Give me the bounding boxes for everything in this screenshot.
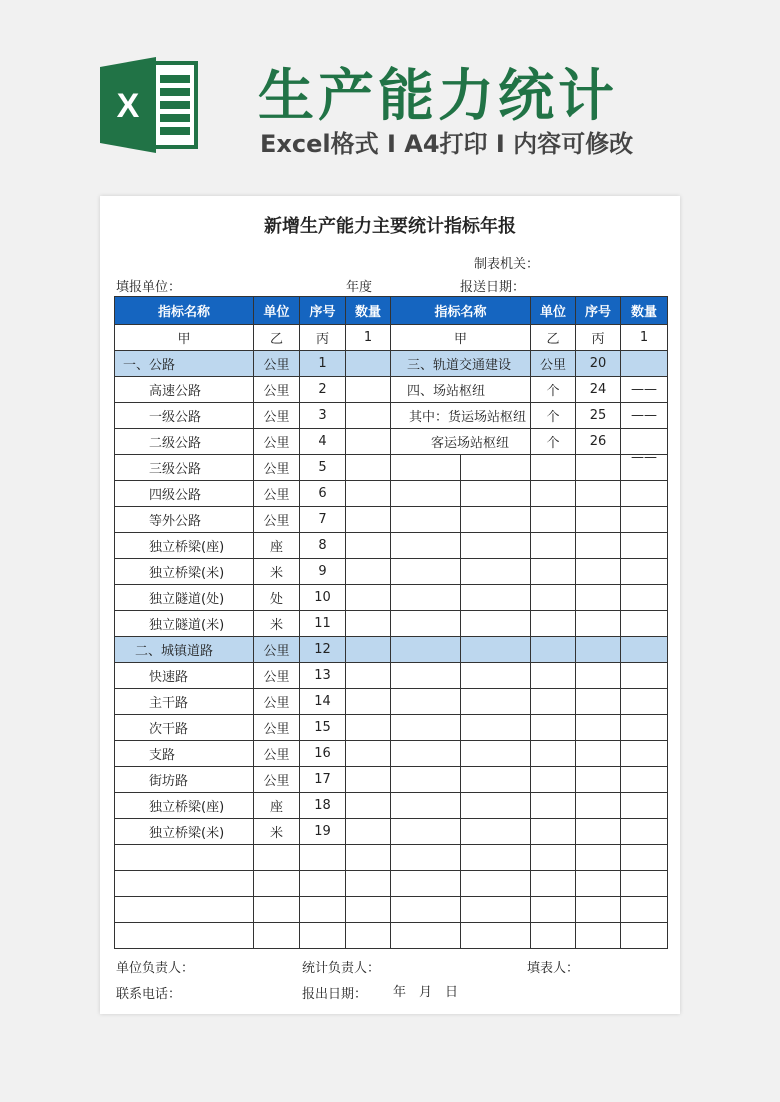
seq-cell: 19 [300, 819, 346, 845]
indicator-name: 三级公路 [115, 455, 254, 481]
empty-cell[interactable] [576, 507, 621, 533]
column-header: 序号 [300, 297, 346, 325]
quantity-input[interactable] [346, 507, 391, 533]
empty-cell[interactable] [531, 923, 576, 949]
empty-cell[interactable] [621, 819, 668, 845]
table-row [115, 689, 668, 715]
indicator-name: 四级公路 [115, 481, 254, 507]
table-row [115, 533, 668, 559]
empty-cell[interactable] [576, 793, 621, 819]
unit-cell: 米 [254, 611, 300, 637]
unit-cell: 处 [254, 585, 300, 611]
seq-cell: 16 [300, 741, 346, 767]
empty-cell[interactable] [461, 715, 531, 741]
empty-cell[interactable] [115, 897, 254, 923]
empty-cell[interactable] [461, 507, 531, 533]
empty-cell[interactable] [621, 637, 668, 663]
empty-cell[interactable] [461, 663, 531, 689]
indicator-name: 独立隧道(米) [115, 611, 254, 637]
empty-cell[interactable] [461, 585, 531, 611]
report-date-label: 报出日期： [302, 987, 368, 1002]
indicator-name: 街坊路 [115, 767, 254, 793]
code-cell: 乙 [254, 325, 300, 351]
empty-cell[interactable] [621, 663, 668, 689]
fill-unit-label: 填报单位： [116, 280, 182, 295]
table-row [115, 897, 668, 923]
unit-cell: 公里 [531, 351, 576, 377]
empty-cell[interactable] [461, 689, 531, 715]
table-row [115, 741, 668, 767]
column-header: 指标名称 [391, 297, 531, 325]
table-row [115, 611, 668, 637]
code-cell: 丙 [576, 325, 621, 351]
seq-cell: 12 [300, 637, 346, 663]
empty-cell[interactable] [531, 507, 576, 533]
seq-cell: 7 [300, 507, 346, 533]
unit-cell: 米 [254, 559, 300, 585]
empty-cell[interactable] [576, 585, 621, 611]
empty-cell[interactable] [461, 819, 531, 845]
table-row [115, 585, 668, 611]
seq-cell: 14 [300, 689, 346, 715]
indicator-name: 快速路 [115, 663, 254, 689]
code-cell: 甲 [115, 325, 254, 351]
empty-cell[interactable] [461, 871, 531, 897]
empty-cell[interactable] [531, 715, 576, 741]
empty-cell[interactable] [576, 611, 621, 637]
empty-cell[interactable] [576, 533, 621, 559]
table-row [115, 377, 668, 403]
empty-cell[interactable] [115, 871, 254, 897]
empty-cell[interactable] [391, 507, 461, 533]
quantity-input[interactable] [346, 533, 391, 559]
empty-cell[interactable] [576, 637, 621, 663]
empty-cell[interactable] [621, 897, 668, 923]
unit-cell: 个 [531, 377, 576, 403]
empty-cell[interactable] [391, 897, 461, 923]
table-row [115, 455, 668, 481]
seq-cell: 15 [300, 715, 346, 741]
empty-cell[interactable] [461, 923, 531, 949]
unit-cell: 公里 [254, 663, 300, 689]
quantity-input[interactable] [346, 715, 391, 741]
empty-cell[interactable] [391, 871, 461, 897]
empty-cell[interactable] [621, 715, 668, 741]
table-row [115, 559, 668, 585]
empty-cell[interactable] [576, 767, 621, 793]
empty-cell[interactable] [461, 533, 531, 559]
quantity-cell: —— [621, 403, 668, 429]
empty-cell[interactable] [531, 741, 576, 767]
date-ymd: 年 月 日 [393, 985, 459, 1000]
submit-date-label: 报送日期： [460, 280, 526, 295]
seq-cell: 5 [300, 455, 346, 481]
seq-cell: 24 [576, 377, 621, 403]
code-cell: 乙 [531, 325, 576, 351]
empty-cell[interactable] [300, 923, 346, 949]
table-row [115, 871, 668, 897]
indicator-name: 独立桥梁(米) [115, 819, 254, 845]
document-title: 新增生产能力主要统计指标年报 [264, 216, 516, 237]
empty-cell[interactable] [391, 455, 461, 481]
empty-cell[interactable] [461, 845, 531, 871]
empty-cell[interactable] [391, 585, 461, 611]
empty-cell[interactable] [576, 871, 621, 897]
quantity-cell[interactable] [621, 429, 668, 455]
seq-cell: 9 [300, 559, 346, 585]
empty-cell[interactable] [300, 871, 346, 897]
seq-cell: 18 [300, 793, 346, 819]
unit-cell: 公里 [254, 767, 300, 793]
quantity-cell: —— [621, 377, 668, 403]
phone-label: 联系电话： [116, 987, 182, 1002]
seq-cell: 1 [300, 351, 346, 377]
empty-cell[interactable] [391, 767, 461, 793]
empty-cell[interactable] [576, 481, 621, 507]
empty-cell[interactable] [621, 845, 668, 871]
indicator-name: 独立桥梁(座) [115, 793, 254, 819]
filler-label: 填表人： [527, 961, 580, 976]
indicator-name: 等外公路 [115, 507, 254, 533]
table-row [115, 793, 668, 819]
quantity-input[interactable] [346, 377, 391, 403]
empty-cell[interactable] [531, 819, 576, 845]
indicator-name: 一、公路 [115, 351, 254, 377]
column-header: 单位 [531, 297, 576, 325]
year-label: 年度 [346, 280, 373, 295]
empty-cell[interactable] [576, 715, 621, 741]
empty-cell[interactable] [531, 871, 576, 897]
empty-cell[interactable] [391, 663, 461, 689]
empty-cell[interactable] [531, 559, 576, 585]
unit-cell: 公里 [254, 351, 300, 377]
table-row [115, 481, 668, 507]
unit-cell: 公里 [254, 481, 300, 507]
unit-cell: 公里 [254, 715, 300, 741]
empty-cell[interactable] [621, 871, 668, 897]
svg-text:X: X [116, 87, 140, 125]
empty-cell[interactable] [576, 559, 621, 585]
empty-cell[interactable] [391, 611, 461, 637]
empty-cell[interactable] [461, 741, 531, 767]
quantity-input[interactable] [346, 559, 391, 585]
column-header: 序号 [576, 297, 621, 325]
empty-cell[interactable] [576, 845, 621, 871]
table-row [115, 507, 668, 533]
empty-cell[interactable] [254, 871, 300, 897]
unit-cell: 公里 [254, 377, 300, 403]
empty-cell[interactable] [391, 533, 461, 559]
empty-cell[interactable] [461, 455, 531, 481]
seq-cell: 2 [300, 377, 346, 403]
quantity-cell: —— [621, 455, 668, 481]
empty-cell[interactable] [391, 845, 461, 871]
empty-cell[interactable] [391, 637, 461, 663]
table-row [115, 663, 668, 689]
empty-cell[interactable] [461, 481, 531, 507]
empty-cell[interactable] [621, 741, 668, 767]
column-header: 数量 [346, 297, 391, 325]
quantity-input[interactable] [346, 767, 391, 793]
code-cell: 1 [621, 325, 668, 351]
empty-cell[interactable] [254, 845, 300, 871]
empty-cell[interactable] [576, 897, 621, 923]
indicator-name: 支路 [115, 741, 254, 767]
seq-cell: 10 [300, 585, 346, 611]
empty-cell[interactable] [115, 845, 254, 871]
seq-cell: 8 [300, 533, 346, 559]
quantity-input[interactable] [346, 663, 391, 689]
seq-cell: 4 [300, 429, 346, 455]
empty-cell[interactable] [461, 767, 531, 793]
indicator-name: 四、场站枢纽 [391, 377, 531, 403]
indicator-name: 客运场站枢纽 [391, 429, 531, 455]
empty-cell[interactable] [531, 767, 576, 793]
seq-cell: 26 [576, 429, 621, 455]
empty-cell[interactable] [391, 715, 461, 741]
quantity-input[interactable] [346, 481, 391, 507]
table-row [115, 923, 668, 949]
quantity-input[interactable] [346, 741, 391, 767]
empty-cell[interactable] [576, 663, 621, 689]
empty-cell[interactable] [621, 481, 668, 507]
unit-cell: 公里 [254, 455, 300, 481]
table-row [115, 429, 668, 455]
table-row [115, 819, 668, 845]
empty-cell[interactable] [531, 455, 576, 481]
empty-cell[interactable] [621, 793, 668, 819]
unit-cell: 米 [254, 819, 300, 845]
table-row [115, 715, 668, 741]
empty-cell[interactable] [531, 793, 576, 819]
quantity-input[interactable] [346, 689, 391, 715]
indicator-name: 次干路 [115, 715, 254, 741]
table-row [115, 767, 668, 793]
empty-cell[interactable] [461, 897, 531, 923]
indicator-name: 其中：货运场站枢纽 [391, 403, 531, 429]
seq-cell: 6 [300, 481, 346, 507]
empty-cell[interactable] [576, 923, 621, 949]
empty-cell[interactable] [300, 845, 346, 871]
indicator-name: 高速公路 [115, 377, 254, 403]
empty-cell[interactable] [461, 793, 531, 819]
quantity-input[interactable] [346, 637, 391, 663]
empty-cell[interactable] [254, 923, 300, 949]
empty-cell[interactable] [391, 741, 461, 767]
banner-subtitle: Excel格式 I A4打印 I 内容可修改 [260, 130, 634, 158]
make-org-label: 制表机关： [474, 257, 540, 272]
banner-title: 生产能力统计 [258, 64, 618, 129]
seq-cell: 13 [300, 663, 346, 689]
empty-cell[interactable] [346, 897, 391, 923]
seq-cell: 17 [300, 767, 346, 793]
empty-cell[interactable] [391, 819, 461, 845]
column-header: 数量 [621, 297, 668, 325]
empty-cell[interactable] [391, 559, 461, 585]
code-cell: 1 [346, 325, 391, 351]
empty-cell[interactable] [461, 559, 531, 585]
table-row [115, 351, 668, 377]
empty-cell[interactable] [621, 767, 668, 793]
empty-cell[interactable] [531, 845, 576, 871]
empty-cell[interactable] [391, 481, 461, 507]
empty-cell[interactable] [346, 871, 391, 897]
empty-cell[interactable] [621, 611, 668, 637]
unit-cell: 公里 [254, 637, 300, 663]
empty-cell[interactable] [531, 637, 576, 663]
quantity-input[interactable] [346, 403, 391, 429]
table-row [115, 845, 668, 871]
empty-cell[interactable] [346, 845, 391, 871]
empty-cell[interactable] [621, 585, 668, 611]
empty-cell[interactable] [300, 897, 346, 923]
empty-cell[interactable] [531, 611, 576, 637]
column-header: 单位 [254, 297, 300, 325]
empty-cell[interactable] [391, 793, 461, 819]
empty-cell[interactable] [531, 533, 576, 559]
unit-cell: 座 [254, 793, 300, 819]
unit-cell: 公里 [254, 403, 300, 429]
empty-cell[interactable] [576, 689, 621, 715]
empty-cell[interactable] [531, 663, 576, 689]
empty-cell[interactable] [254, 897, 300, 923]
header-row [115, 297, 668, 325]
seq-cell: 11 [300, 611, 346, 637]
unit-cell: 公里 [254, 507, 300, 533]
code-cell: 丙 [300, 325, 346, 351]
empty-cell[interactable] [621, 533, 668, 559]
table-row [115, 403, 668, 429]
empty-cell[interactable] [531, 689, 576, 715]
unit-cell: 公里 [254, 429, 300, 455]
indicator-name: 一级公路 [115, 403, 254, 429]
empty-cell[interactable] [461, 637, 531, 663]
indicator-name: 三、轨道交通建设 [391, 351, 531, 377]
empty-cell[interactable] [576, 819, 621, 845]
empty-cell[interactable] [346, 923, 391, 949]
indicator-name: 主干路 [115, 689, 254, 715]
excel-logo-icon [100, 55, 200, 155]
unit-cell: 个 [531, 429, 576, 455]
quantity-input[interactable] [346, 351, 391, 377]
seq-cell: 20 [576, 351, 621, 377]
quantity-input[interactable] [346, 611, 391, 637]
indicator-name: 独立桥梁(米) [115, 559, 254, 585]
unit-cell: 座 [254, 533, 300, 559]
empty-cell[interactable] [531, 481, 576, 507]
code-cell: 甲 [391, 325, 531, 351]
empty-cell[interactable] [391, 923, 461, 949]
table-row [115, 637, 668, 663]
empty-cell[interactable] [621, 507, 668, 533]
quantity-input[interactable] [346, 429, 391, 455]
quantity-input[interactable] [346, 585, 391, 611]
empty-cell[interactable] [531, 585, 576, 611]
indicator-name: 独立隧道(处) [115, 585, 254, 611]
empty-cell[interactable] [391, 689, 461, 715]
unit-cell: 公里 [254, 741, 300, 767]
stat-head-label: 统计负责人： [302, 961, 381, 976]
empty-cell[interactable] [621, 689, 668, 715]
column-header: 指标名称 [115, 297, 254, 325]
indicator-name: 二级公路 [115, 429, 254, 455]
quantity-input[interactable] [346, 819, 391, 845]
unit-cell: 个 [531, 403, 576, 429]
unit-cell: 公里 [254, 689, 300, 715]
indicator-name: 独立桥梁(座) [115, 533, 254, 559]
empty-cell[interactable] [576, 455, 621, 481]
empty-cell[interactable] [461, 611, 531, 637]
quantity-cell[interactable] [621, 351, 668, 377]
empty-cell[interactable] [576, 741, 621, 767]
quantity-input[interactable] [346, 793, 391, 819]
empty-cell[interactable] [621, 559, 668, 585]
empty-cell[interactable] [531, 897, 576, 923]
seq-cell: 3 [300, 403, 346, 429]
code-row [115, 325, 668, 351]
indicator-name: 二、城镇道路 [115, 637, 254, 663]
stats-table [114, 296, 668, 949]
seq-cell: 25 [576, 403, 621, 429]
empty-cell[interactable] [621, 923, 668, 949]
quantity-input[interactable] [346, 455, 391, 481]
unit-head-label: 单位负责人： [116, 961, 195, 976]
empty-cell[interactable] [115, 923, 254, 949]
